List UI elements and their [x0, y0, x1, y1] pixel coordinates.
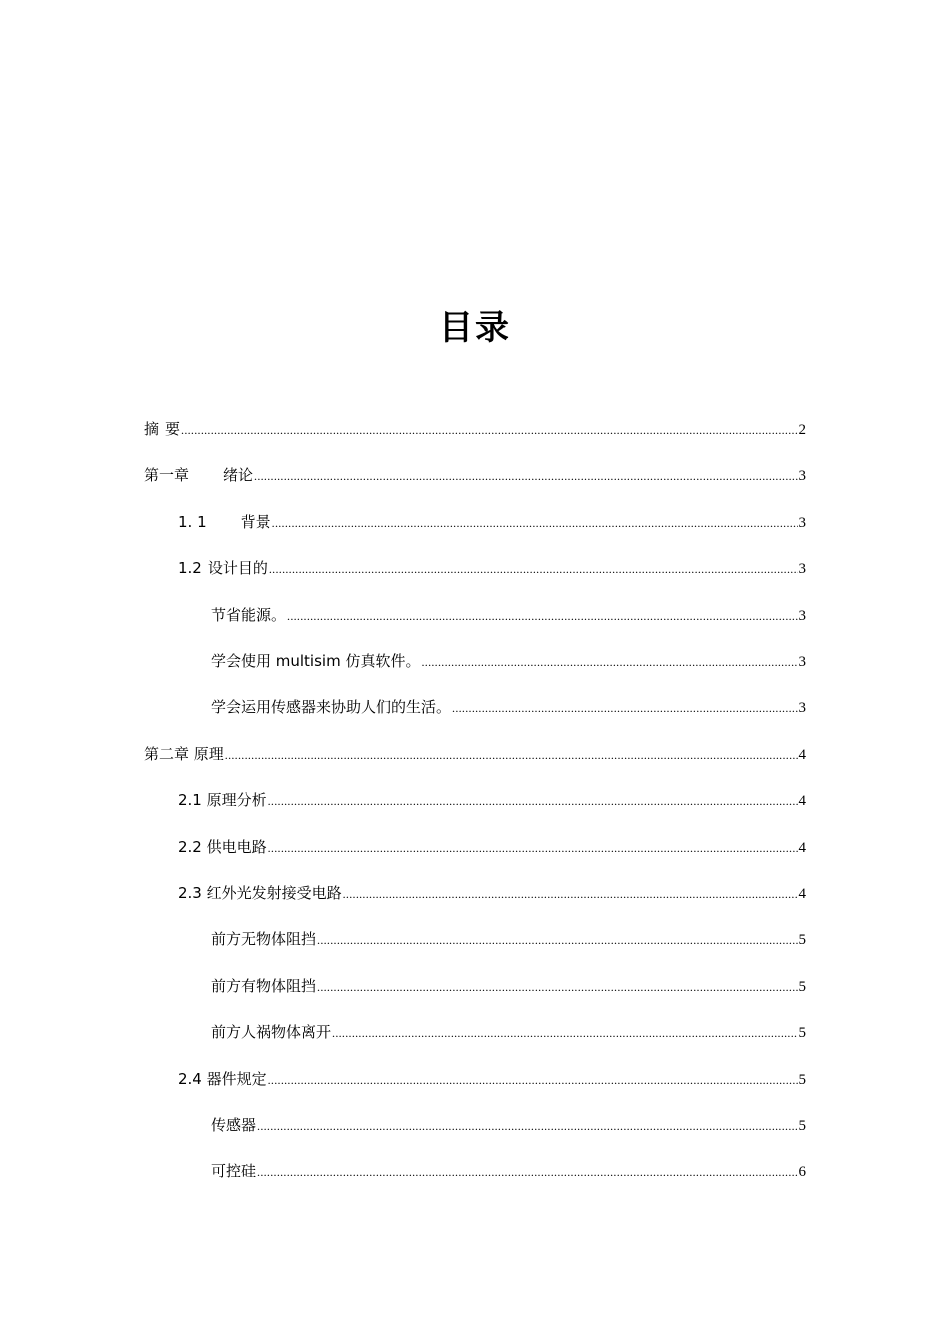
toc-entry-label [211, 602, 286, 628]
toc-entry-label [178, 880, 342, 906]
toc-page-number: 5 [798, 1025, 806, 1042]
toc-page-number: 5 [798, 932, 806, 949]
toc-dot-leader [272, 510, 798, 536]
toc-page-number: 5 [798, 978, 806, 995]
toc-dot-leader [317, 974, 797, 1000]
toc-dot-leader [225, 742, 798, 768]
toc-entry-label [211, 1019, 331, 1045]
toc-dot-leader [181, 417, 797, 443]
toc-entry[interactable] [0, 648, 950, 674]
toc-entry-line [211, 973, 806, 1000]
toc-entry-text: 2.2 供电电路 [178, 837, 267, 856]
toc-entry[interactable] [0, 834, 950, 860]
toc-page-number: 3 [798, 654, 806, 670]
toc-entry-label [178, 1066, 267, 1092]
toc-entry-label [211, 1112, 256, 1138]
toc-entry-line [178, 1066, 806, 1093]
toc-entry-line [211, 648, 806, 675]
toc-entry[interactable] [0, 555, 950, 581]
toc-entry-line [211, 602, 806, 629]
toc-entry-text: 节省能源。 [211, 605, 287, 624]
toc-entry-line [178, 834, 806, 861]
toc-entry-label [211, 694, 451, 720]
toc-entry-text: 2.3 红外光发射接受电路 [178, 884, 342, 902]
toc-entry-label [211, 1158, 256, 1184]
toc-page-number: 3 [798, 700, 806, 717]
toc-entry-line [211, 1019, 806, 1046]
toc-entry-line [144, 741, 806, 768]
toc-page-number: 6 [798, 1164, 806, 1181]
toc-page-number: 3 [798, 561, 806, 578]
toc-entry-label [144, 462, 253, 488]
toc-entry-line [178, 880, 806, 907]
toc-entry-text: 学会运用传感器来协助人们的生活。 [211, 698, 452, 717]
toc-entry-text: 背景 [240, 512, 271, 531]
toc-entry-line [178, 509, 806, 536]
toc-dot-leader [268, 835, 798, 861]
toc-entry-text: 2.4 器件规定 [178, 1069, 267, 1088]
toc-entry[interactable] [0, 1066, 950, 1092]
toc-title: 目录 [439, 308, 511, 348]
toc-dot-leader [452, 695, 797, 721]
toc-entry[interactable] [0, 462, 950, 488]
toc-dot-leader [287, 603, 797, 629]
toc-dot-leader [268, 788, 798, 814]
toc-entry-label [211, 648, 420, 674]
toc-entry[interactable] [0, 694, 950, 720]
toc-entry-label [178, 509, 271, 535]
toc-page-number: 4 [798, 886, 806, 902]
toc-entry-number: 第一章 [144, 466, 190, 485]
toc-entry-text: 绪论 [223, 466, 254, 485]
toc-dot-leader [269, 556, 798, 582]
toc-dot-leader [343, 881, 798, 907]
toc-dot-leader [421, 649, 797, 675]
toc-entry-line [211, 1158, 806, 1185]
toc-entry-text: 前方无物体阻挡 [211, 930, 317, 949]
toc-dot-leader [332, 1020, 797, 1046]
toc-entry-text: 学会使用 multisim 仿真软件。 [211, 652, 421, 670]
toc-entry-line [144, 416, 806, 443]
toc-entry[interactable] [0, 602, 950, 628]
toc-entry[interactable] [0, 1112, 950, 1138]
toc-entry-line [144, 462, 806, 489]
toc-entry[interactable] [0, 787, 950, 813]
toc-entry-line [178, 555, 806, 582]
toc-entry[interactable] [0, 741, 950, 767]
toc-dot-leader [268, 1067, 798, 1093]
toc-entry-label [144, 741, 224, 767]
toc-entry-number: 摘 [144, 420, 160, 438]
toc-entry-text: 2.1 原理分析 [178, 791, 267, 810]
toc-page-number: 5 [798, 1118, 806, 1134]
toc-page-number: 4 [798, 793, 806, 810]
toc-entry-label [178, 555, 268, 581]
toc-entry[interactable] [0, 509, 950, 535]
toc-entry-text: 第二章 原理 [144, 744, 224, 763]
toc-entry-line [178, 787, 806, 814]
toc-entry[interactable] [0, 416, 950, 442]
toc-entry[interactable] [0, 1019, 950, 1045]
toc-entry-label [178, 834, 267, 860]
toc-entry-text: 传感器 [211, 1116, 257, 1134]
toc-entry[interactable] [0, 880, 950, 906]
toc-page-number: 4 [798, 746, 806, 763]
toc-dot-leader [254, 463, 797, 489]
toc-page-number: 4 [798, 839, 806, 856]
toc-entry-number: 1. 1 [178, 512, 207, 531]
toc-entry[interactable] [0, 926, 950, 952]
toc-entry[interactable] [0, 973, 950, 999]
toc-dot-leader [257, 1113, 797, 1139]
toc-entry-line [211, 694, 806, 721]
toc-page-number: 2 [798, 422, 806, 438]
toc-entry[interactable] [0, 1158, 950, 1184]
toc-page-number: 3 [798, 468, 806, 485]
toc-page-number: 5 [798, 1071, 806, 1088]
toc-entry-text: 可控硅 [211, 1162, 257, 1181]
toc-entry-line [211, 1112, 806, 1139]
toc-entry-text: 前方人祸物体离开 [211, 1023, 332, 1042]
toc-entry-line [211, 926, 806, 953]
toc-entry-text: 前方有物体阻挡 [211, 976, 317, 995]
toc-entry-text: 要 [165, 420, 181, 438]
toc-entry-label [144, 416, 180, 442]
toc-page-number: 3 [798, 514, 806, 531]
toc-entry-text: 设计目的 [207, 559, 268, 578]
toc-entry-label [211, 926, 316, 952]
toc-entry-number: 1.2 [178, 559, 202, 578]
toc-dot-leader [257, 1159, 797, 1185]
toc-entry-label [211, 973, 316, 999]
toc-dot-leader [317, 927, 797, 953]
toc-entry-label [178, 787, 267, 813]
toc-page-number: 3 [798, 607, 806, 624]
